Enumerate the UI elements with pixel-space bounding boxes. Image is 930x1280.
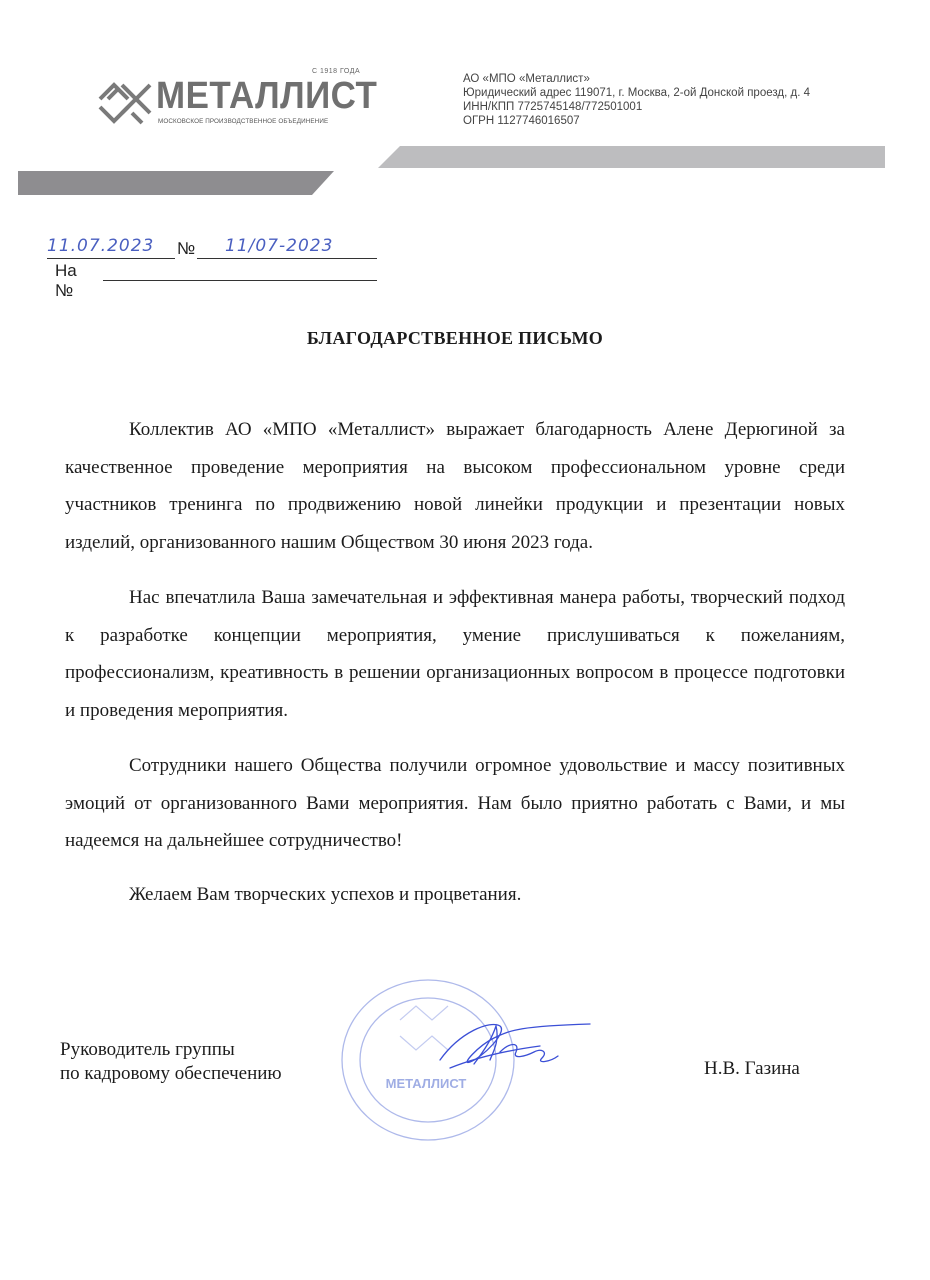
number-label: №	[177, 239, 196, 258]
handwritten-date: 11.07.2023	[47, 236, 155, 256]
letter-body	[65, 411, 845, 913]
logo-mark-icon	[96, 72, 154, 126]
paragraph-gratitude: Коллектив АО «МПО «Металлист» выражает благодарность Алене Дерюгиной за качественное проведение мероприятия на высоком профессиональном уровне среди участников тренинга по продвижению новой линейки продукции и презентации новых изделий, организованного нашим Обществом 30 июня 2023 года.	[65, 419, 845, 553]
handwritten-signature	[430, 1012, 600, 1082]
company-logo	[96, 68, 378, 128]
logo-subtitle: МОСКОВСКОЕ ПРОИЗВОДСТВЕННОЕ ОБЪЕДИНЕНИЕ	[158, 118, 329, 125]
stamp-text: МЕТАЛЛИСТ	[385, 1076, 467, 1091]
company-requisites	[463, 72, 810, 128]
paragraph-wishes: Желаем Вам творческих успехов и процветания.	[129, 883, 522, 905]
position-line-1: Руководитель группы	[60, 1039, 235, 1060]
header-band-light	[378, 146, 885, 168]
logo-since: С 1918 ГОДА	[312, 68, 361, 75]
paragraph-emotions: Сотрудники нашего Общества получили огромное удовольствие и массу позитивных эмоций от организованного Вами мероприятия. Нам было приятно работать с Вами, и мы надеемся на дальнейшее сотрудничество!	[65, 755, 845, 851]
reply-underline	[103, 280, 377, 281]
paragraph-impression: Нас впечатлила Ваша замечательная и эффективная манера работы, творческий подход к разработке концепции мероприятия, умение прислушиваться к пожеланиям, профессионализм, креативность в решении организационных вопросом в процессе подготовки и проведения мероприятия.	[65, 587, 845, 721]
signatory-position	[60, 1038, 282, 1086]
signatory-name: Н.В. Газина	[704, 1058, 800, 1079]
requisite-ogrn: ОГРН 1127746016507	[463, 115, 580, 127]
requisite-company: АО «МПО «Металлист»	[463, 73, 590, 85]
header-band-dark	[18, 171, 334, 195]
date-underline	[47, 258, 175, 259]
logo-name: МЕТАЛЛИСТ	[156, 75, 378, 117]
letter-title: БЛАГОДАРСТВЕННОЕ ПИСЬМО	[306, 328, 604, 348]
requisite-address: Юридический адрес 119071, г. Москва, 2-ой Донской проезд, д. 4	[463, 87, 810, 99]
reply-label: На №	[55, 261, 77, 300]
requisite-inn: ИНН/КПП 7725745148/772501001	[463, 101, 643, 113]
position-line-2: по кадровому обеспечению	[60, 1063, 282, 1084]
handwritten-number: 11/07-2023	[225, 236, 334, 256]
number-underline	[197, 258, 377, 259]
